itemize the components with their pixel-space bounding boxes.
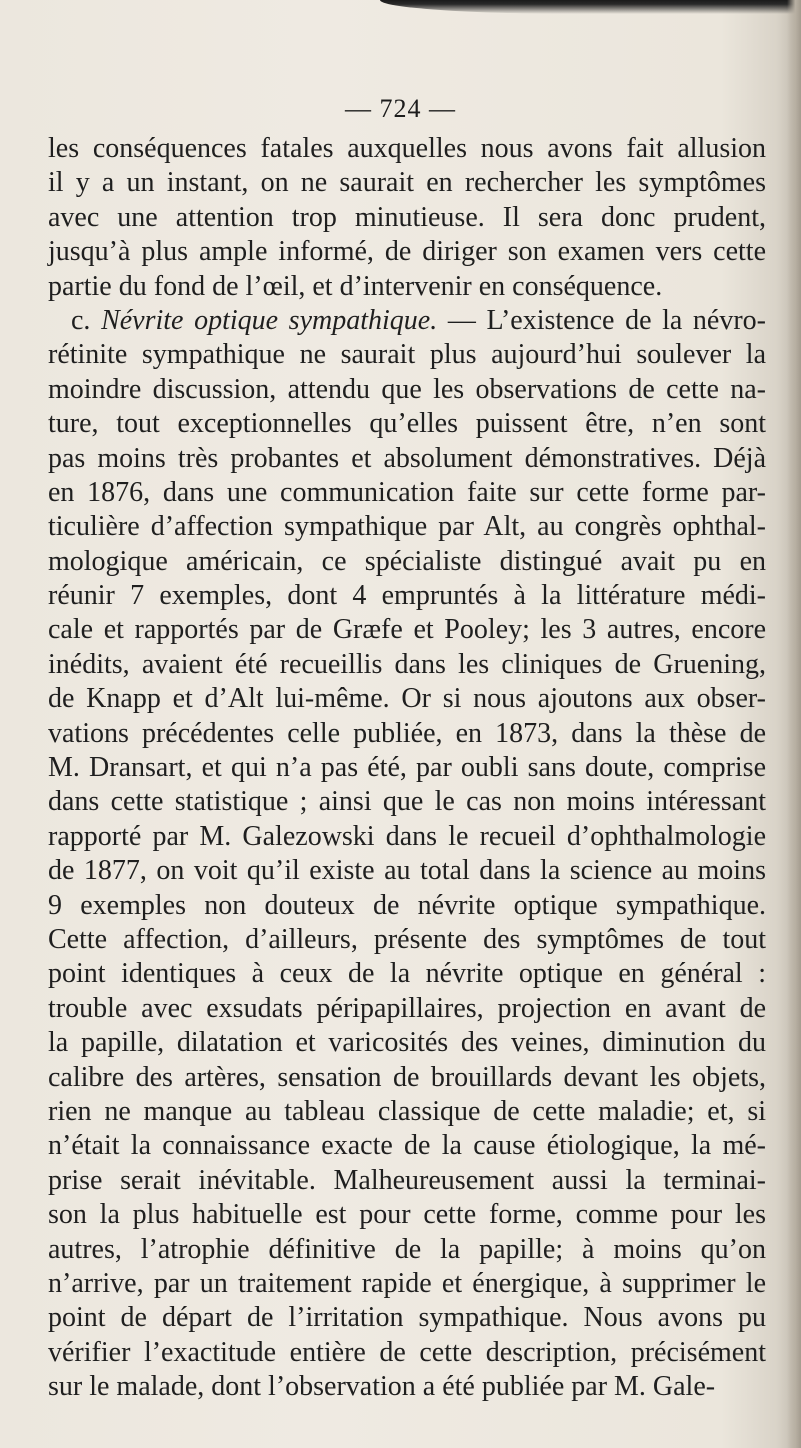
text-line: vérifier l’exactitude entière de cette description, précisément: [48, 1336, 766, 1368]
text-line: ture, tout exceptionnelles qu’elles puissent être, n’en sont: [48, 408, 766, 440]
text-line: de 1877, on voit qu’il existe au total dans la science au moins: [48, 855, 766, 887]
text-line: réunir 7 exemples, dont 4 empruntés à la littérature médi-: [48, 580, 766, 612]
body-text: [48, 132, 766, 1404]
text-line: n’était la connaissance exacte de la cause étiologique, la mé-: [48, 1130, 766, 1162]
text-line: prise serait inévitable. Malheureusement aussi la terminai-: [48, 1164, 766, 1196]
text-line: point de départ de l’irritation sympathique. Nous avons pu: [48, 1302, 766, 1334]
text-line: en 1876, dans une communication faite sur cette forme par-: [48, 476, 766, 508]
text-line: autres, l’atrophie définitive de la papille; à moins qu’on: [48, 1233, 766, 1265]
section-title: Névrite optique sympathique.: [101, 304, 438, 336]
text-line: inédits, avaient été recueillis dans les cliniques de Gruening,: [48, 648, 766, 680]
text-line: sur le malade, dont l’observation a été publiée par M. Gale-: [48, 1371, 716, 1403]
text-line: n’arrive, par un traitement rapide et énergique, à supprimer le: [48, 1267, 766, 1299]
text-line: point identiques à ceux de la névrite optique en général :: [48, 958, 766, 990]
text-line: mologique américain, ce spécialiste distingué avait pu en: [48, 545, 766, 577]
text-line: son la plus habituelle est pour cette forme, comme pour les: [48, 1199, 766, 1231]
section-heading-line: [48, 304, 766, 338]
text-line: dans cette statistique ; ainsi que le cas non moins intéressant: [48, 786, 766, 818]
text-line: cale et rapportés par de Græfe et Pooley; les 3 autres, encore: [48, 614, 766, 646]
text-line: 9 exemples non douteux de névrite optique sympathique.: [48, 889, 766, 921]
text-line: les conséquences fatales auxquelles nous avons fait allusion: [48, 133, 766, 164]
text-line: de Knapp et d’Alt lui-même. Or si nous ajoutons aux obser-: [48, 683, 766, 715]
text-line: M. Dransart, et qui n’a pas été, par oubli sans doute, comprise: [48, 752, 766, 784]
scan-shadow-top: [380, 0, 801, 14]
text-line: calibre des artères, sensation de brouillards devant les objets,: [48, 1061, 766, 1093]
text-line: il y a un instant, on ne saurait en rechercher les symptômes: [48, 167, 766, 199]
text-line: avec une attention trop minutieuse. Il sera donc prudent,: [48, 201, 766, 233]
text-line: rapporté par M. Galezowski dans le recueil d’ophthalmologie: [48, 820, 766, 852]
page-number: — 724 —: [345, 94, 456, 123]
text-line: vations précédentes celle publiée, en 1873, dans la thèse de: [48, 717, 766, 749]
text-line: la papille, dilatation et varicosités des veines, diminution du: [48, 1027, 766, 1059]
text-line: partie du fond de l’œil, et d’intervenir en conséquence.: [48, 270, 663, 302]
text-line: ticulière d’affection sympathique par Alt, au congrès ophthal-: [48, 511, 766, 543]
text-line: Cette affection, d’ailleurs, présente des symptômes de tout: [48, 923, 766, 955]
text-line: rétinite sympathique ne saurait plus aujourd’hui soulever la: [48, 339, 766, 371]
page-edge-right: [787, 0, 801, 1448]
section-lead: — L’existence de la névro-: [437, 304, 767, 336]
text-line: pas moins très probantes et absolument démonstratives. Déjà: [48, 442, 766, 474]
text-line: trouble avec exsudats péripapillaires, projection en avant de: [48, 992, 766, 1024]
section-marker: c.: [71, 304, 91, 336]
text-line: jusqu’à plus ample informé, de diriger son examen vers cette: [48, 236, 766, 268]
text-line: rien ne manque au tableau classique de cette maladie; et, si: [48, 1095, 766, 1127]
text-line: moindre discussion, attendu que les observations de cette na-: [48, 373, 766, 405]
